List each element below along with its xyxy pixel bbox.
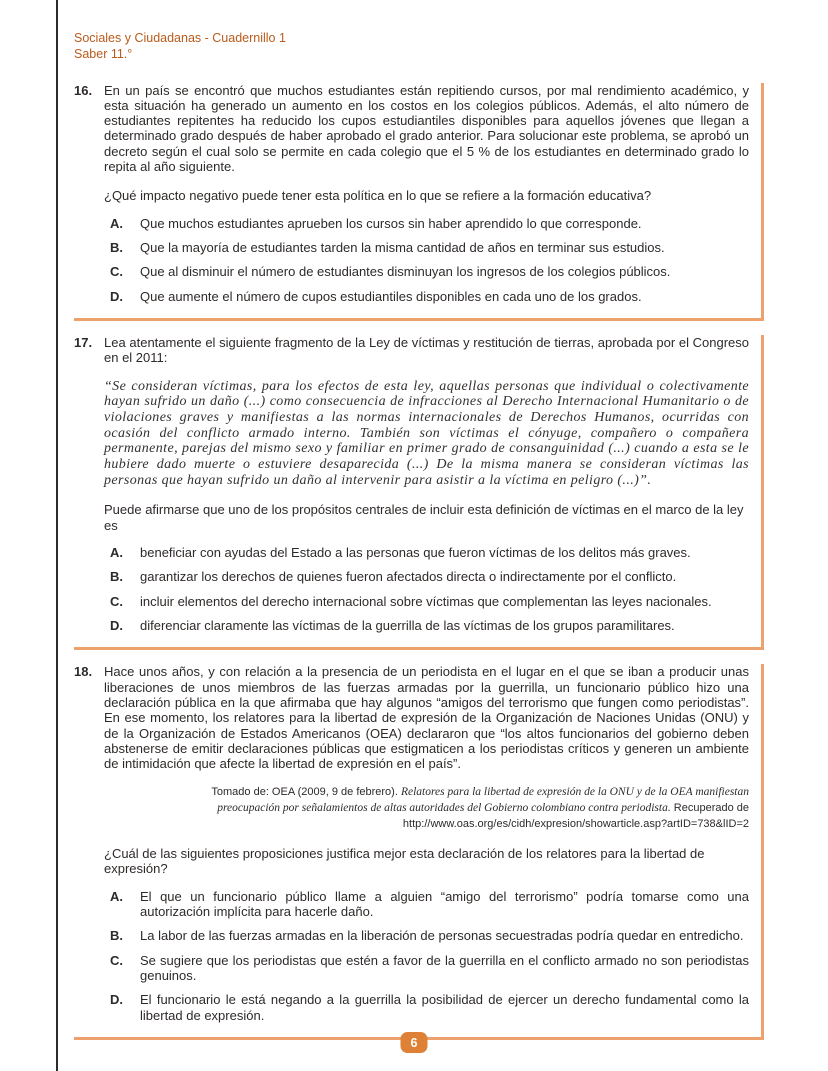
question-16	[74, 83, 764, 322]
option-letter: B.	[110, 240, 123, 256]
question-stem: Lea atentamente el siguiente fragmento de la Ley de víctimas y restitución de tierras, aprobada por el Congreso en el 2011:	[104, 335, 749, 366]
option-letter: B.	[110, 569, 123, 585]
page-number-badge	[401, 1032, 428, 1053]
option-text: Que aumente el número de cupos estudiantiles disponibles en cada uno de los grados.	[140, 288, 642, 304]
question-number: 16.	[74, 82, 93, 98]
option-d	[110, 618, 749, 633]
option-a	[110, 889, 749, 920]
question-stem: Hace unos años, y con relación a la presencia de un periodista en el lugar en el que se iban a producir unas liberaciones de unos miembros de las fuerzas armadas por la guerrilla, un funcionario público hizo una declaración pública en la que afirmaba que hay algunos “amigos del terrorismo que fungen como periodistas”. En ese momento, los relatores para la libertad de expresión de la Organización de Naciones Unidas (ONU) y de la Organización de Estados Americanos (OEA) declararon que “los altos funcionarios del gobierno deben abstenerse de emitir declaraciones públicas que estigmaticen a los periodistas críticos y generen un ambiente de intimidación que afecte la libertad de expresión en el país”.	[104, 664, 749, 772]
source-suffix: Recuperado de	[670, 802, 749, 815]
option-d	[110, 992, 749, 1023]
option-text: Que la mayoría de estudiantes tarden la misma cantidad de años en terminar sus estudios.	[140, 240, 665, 256]
question-17	[74, 335, 764, 650]
question-prompt: ¿Qué impacto negativo puede tener esta política en lo que se refiere a la formación educativa?	[104, 188, 652, 204]
option-b	[110, 928, 749, 943]
options-list	[104, 889, 749, 1023]
option-letter: A.	[110, 215, 123, 231]
option-letter: B.	[110, 928, 123, 944]
source-url: http://www.oas.org/es/cidh/expresion/showarticle.asp?artID=738&lID=2	[402, 817, 749, 830]
exam-title: Saber 11.°	[74, 47, 133, 62]
option-letter: A.	[110, 888, 123, 904]
question-prompt: Puede afirmarse que uno de los propósitos centrales de incluir esta definición de víctimas en el marco de la ley es	[104, 502, 744, 533]
option-a	[110, 545, 749, 560]
source-prefix: Tomado de: OEA (2009, 9 de febrero).	[211, 785, 401, 798]
option-letter: C.	[110, 593, 123, 609]
law-quote-fragment: “Se consideran víctimas, para los efectos de esta ley, aquellas personas que individual o colectivamente hayan sufrido un daño (...) como consecuencia de infracciones al Derecho Internacional Humanitario o de violaciones graves y manifiestas a las normas internacionales de Derechos Humanos, ocurridas con ocasión del conflicto armado interno. También son víctimas el cónyuge, compañero o compañera permanente, parejas del mismo sexo y familiar en primer grado de consanguinidad (...) cuando a esta se le hubiere dado muerte o estuviere desaparecida (...) De la misma manera se consideran víctimas las personas que hayan sufrido un daño al intervenir para asistir a la víctima en peligro (...)”.	[104, 378, 749, 488]
page-number: 6	[410, 1035, 418, 1050]
option-text: El funcionario le está negando a la guerrilla la posibilidad de ejercer un derecho fundamental como la libertad de expresión.	[140, 992, 749, 1023]
option-d	[110, 289, 749, 304]
option-text: Se sugiere que los periodistas que estén a favor de la guerrilla en el conflicto armado no son periodistas genuinos.	[140, 952, 749, 983]
option-c	[110, 594, 749, 609]
option-c	[110, 953, 749, 984]
option-letter: D.	[110, 618, 123, 634]
option-text: garantizar los derechos de quienes fueron afectados directa o indirectamente por el conflicto.	[140, 569, 677, 585]
booklet-title: Sociales y Ciudadanas - Cuadernillo 1	[74, 31, 286, 45]
option-a	[110, 216, 749, 231]
option-letter: D.	[110, 992, 123, 1008]
option-text: diferenciar claramente las víctimas de la guerrilla de las víctimas de los grupos paramilitares.	[140, 618, 675, 634]
left-margin-rule	[56, 0, 58, 1071]
options-list	[104, 545, 749, 633]
options-list	[104, 216, 749, 304]
option-text: beneficiar con ayudas del Estado a las personas que fueron víctimas de los delitos más graves.	[140, 545, 691, 561]
question-stem: En un país se encontró que muchos estudiantes están repitiendo cursos, por mal rendimiento académico, y esta situación ha generado un aumento en los costos en los colegios públicos. Además, el alto número de estudiantes repitentes ha reducido los cupos estudiantiles disponibles para aquellos jóvenes que llegan a determinado grado después de haber aprobado el grado anterior. Para solucionar este problema, se aprobó un decreto según el cual solo se permite en cada colegio que el 5 % de los estudiantes en determinado grado lo repita al año siguiente.	[104, 82, 749, 175]
option-letter: A.	[110, 545, 123, 561]
source-attribution	[148, 784, 749, 832]
option-text: El que un funcionario público llame a alguien “amigo del terrorismo” podría tomarse como una autorización implícita para hacerle daño.	[140, 888, 749, 919]
page-content	[74, 30, 764, 1054]
option-b	[110, 240, 749, 255]
question-number: 17.	[74, 335, 93, 351]
question-18	[74, 664, 764, 1039]
option-text: Que al disminuir el número de estudiantes disminuyan los ingresos de los colegios públicos.	[140, 264, 671, 280]
option-text: La labor de las fuerzas armadas en la liberación de personas secuestradas podría quedar en entredicho.	[140, 928, 744, 944]
option-text: incluir elementos del derecho internacional sobre víctimas que complementan las leyes nacionales.	[140, 593, 712, 609]
option-letter: C.	[110, 952, 123, 968]
option-b	[110, 569, 749, 584]
option-c	[110, 264, 749, 279]
source-title: Relatores para la libertad de expresión de la ONU y de la OEA manifiestan preocupación por señalamientos de altas autoridades del Gobierno colombiano contra periodista.	[217, 785, 749, 815]
option-text: Que muchos estudiantes aprueben los cursos sin haber aprendido lo que corresponde.	[140, 215, 642, 231]
option-letter: C.	[110, 264, 123, 280]
document-header	[74, 30, 764, 63]
option-letter: D.	[110, 288, 123, 304]
question-prompt: ¿Cuál de las siguientes proposiciones justifica mejor esta declaración de los relatores para la libertad de expresión?	[104, 845, 705, 877]
question-number: 18.	[74, 664, 93, 680]
